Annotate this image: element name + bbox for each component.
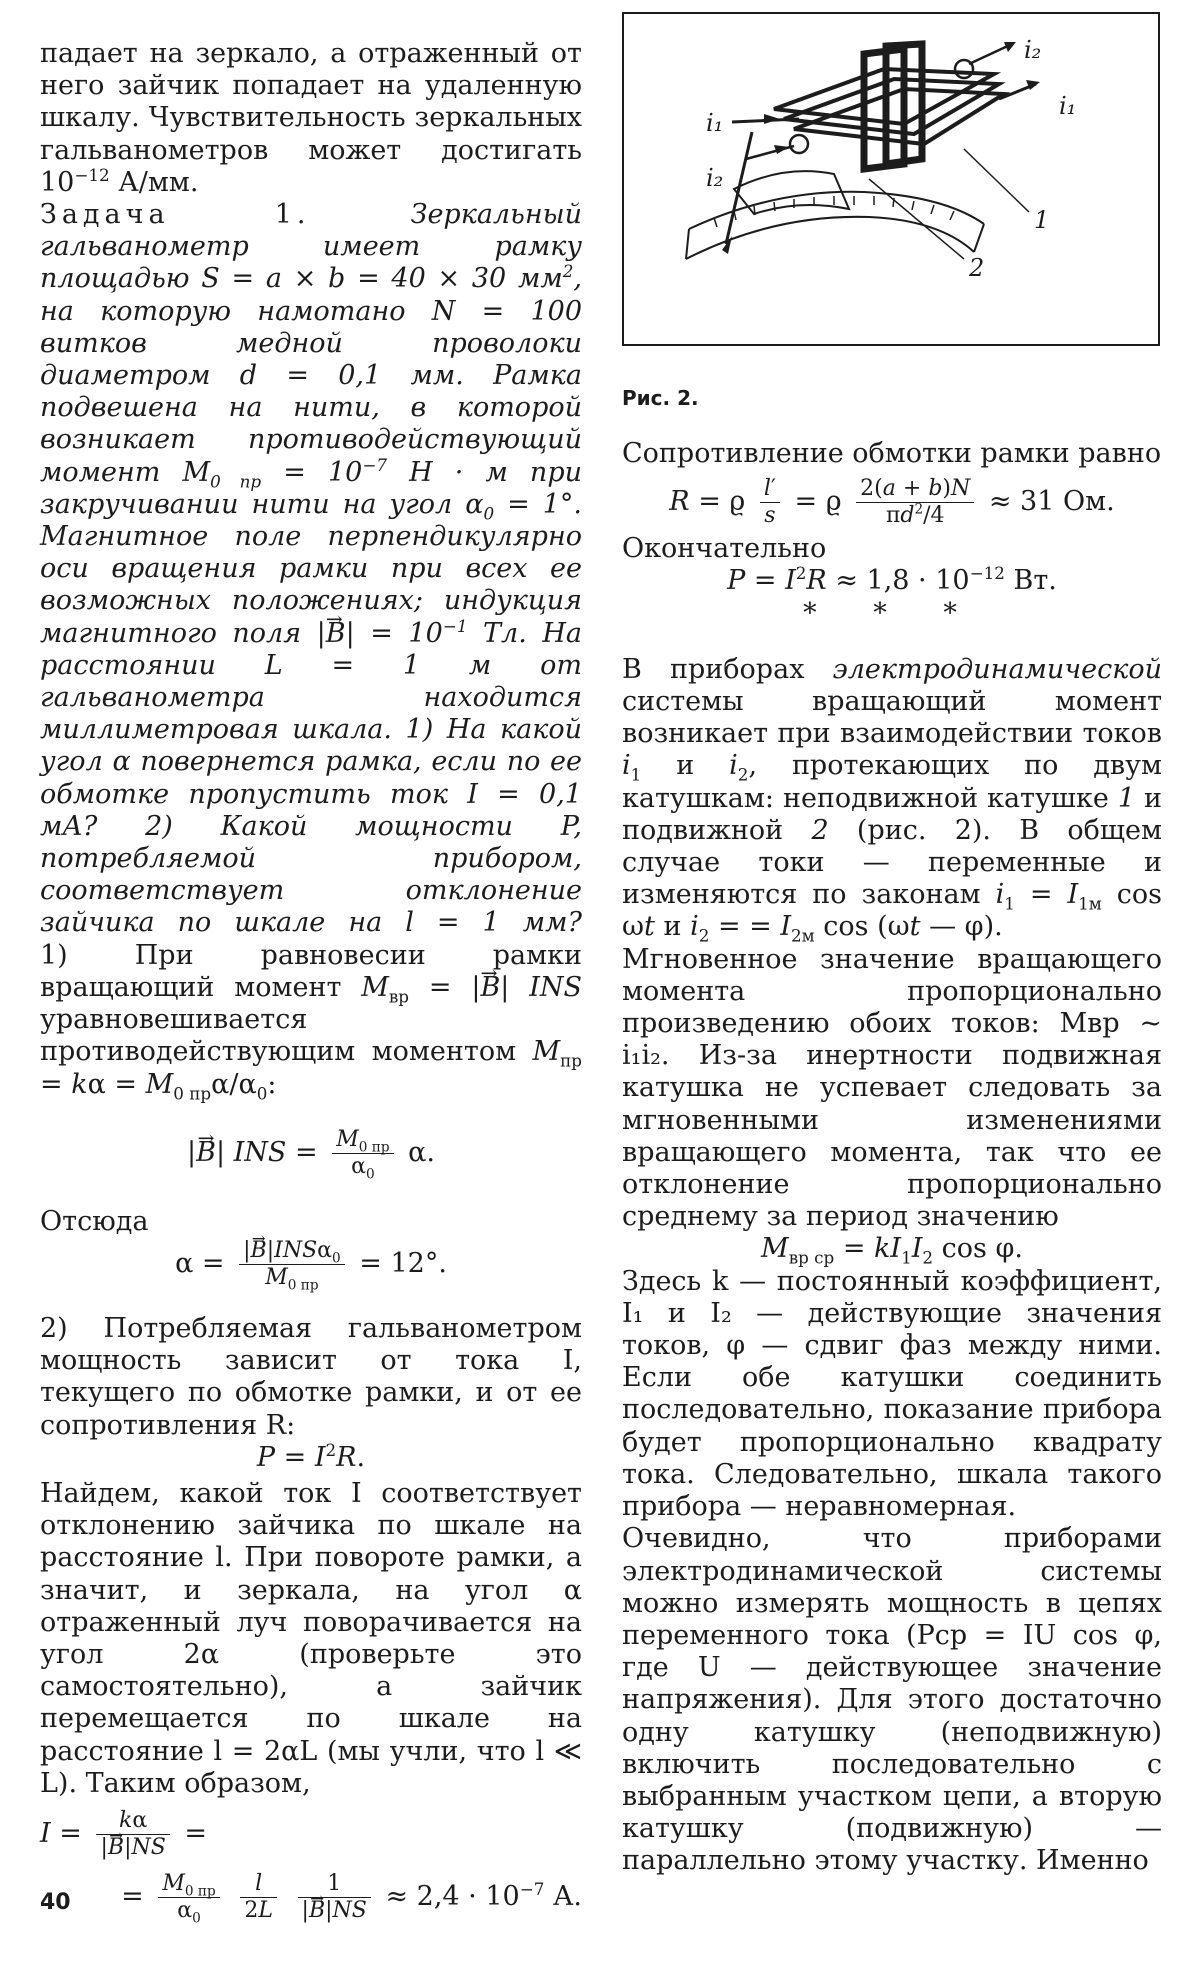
- solution-part3: Найдем, какой ток I соответствует отклонению зайчика по шкале на расстояние l. При повороте рамки, а значит, и зеркала, на угол α отраженный луч поворачивается на угол 2α (проверьте это самостоятельно), а зайчик перемещается по шкале на расстояние l = 2αL (мы учли, что l ≪ L). Таким образом,: [40, 1477, 582, 1799]
- equation-resistance: R = ϱ $\frac{l'}{s}$ = ϱ $\frac{2(a + b)N}{\pi d^2/4}$ ≈ 31 Ом.: [669, 476, 1115, 529]
- equation-power-result: $P = I^2R \approx 1,8 \cdot 10^{-12}$ Вт.: [727, 563, 1057, 597]
- equation-power: $P = I^2R$.: [256, 1439, 366, 1473]
- equation-current-a: I = $\frac{k\alpha}{|\to B|NS}$ =: [40, 1808, 582, 1861]
- label-i2-left: i₂: [706, 164, 724, 192]
- finally-label: Окончательно: [622, 533, 827, 565]
- equation-angle: α = |→ B|INSα$_0$ $M_{0 пр}$ = 12°.: [40, 1238, 582, 1291]
- equation-mean-torque: $M_{вр ср} = kI_1I_2$ cos φ.: [761, 1233, 1023, 1268]
- electrodynamic-paragraph-2: Мгновенное значение вращающего момента пропорционально произведению обоих токов: Mвр ~ i₁i₂. Из-за инертности подвижная катушка не успевает следовать за мгновенными изменениями вращающего момента, так что ее отклонение пропорционально среднему за период значению: [622, 943, 1162, 1233]
- left-column: [40, 38, 583, 1927]
- solution-part2: 2) Потребляемая гальванометром мощность зависит от тока I, текущего по обмотке рамки, и от ее сопротивления R:: [40, 1312, 582, 1441]
- electrodynamic-paragraph-3: Здесь k — постоянный коэффициент, I₁ и I₂ — действующие значения токов, φ — сдвиг фаз между ними. Если обе катушки соединить последовательно, показание прибора будет пропорционально квадрату тока. Следовательно, шкала такого прибора — неравномерная.: [622, 1265, 1162, 1523]
- label-coil-2: 2: [969, 254, 985, 282]
- equation-torque-balance: |→ B| INS = $M_{0 пр}$ $\alpha_0$ α.: [40, 1127, 582, 1180]
- task-label: Задача 1.: [40, 199, 311, 231]
- figure-caption: Рис. 2.: [622, 386, 699, 410]
- hence-label: Отсюда: [40, 1205, 149, 1237]
- right-column: [622, 0, 1162, 1878]
- label-i1-left: i₁: [706, 109, 724, 137]
- task-paragraph: Задача 1. Зеркальный гальванометр имеет рамку площадью S = a × b = 40 × 30 $мм^2$, на которую намотано N = 100 витков медной проволоки диаметром d = 0,1 мм. Рамка подвешена на нити, в которой возникает противодействующий момент $M_{0 пр} = 10^{-7}$ Н · м при закручивании нити на угол $\alpha_0 = 1^\circ$. Магнитное поле перпендикулярно оси вращения рамки при всех ее возможных положениях; индукция магнитного поля |→ $B| = 10^{-1}$ Тл. На расстоянии L = 1 м от гальванометра находится миллиметровая шкала. 1) На какой угол α повернется рамка, если по ее обмотке пропустить ток I = 0,1 мА? 2) Какой мощности P, потребляемой прибором, соответствует отклонение зайчика по шкале на l = 1 мм?: [40, 199, 582, 940]
- section-separator: * * *: [803, 597, 981, 629]
- page-number: 40: [40, 1890, 71, 1915]
- label-i1-right: i₁: [1059, 92, 1077, 120]
- electrodynamic-paragraph-4: Очевидно, что приборами электродинамической системы можно измерять мощность в цепях переменного тока (Pср = IU cos φ, где U — действующее значение напряжения). Для этого достаточно одну катушку (неподвижную) включить последовательно с выбранным участком цепи, а вторую катушку (подвижную) — параллельно этому участку. Именно: [622, 1523, 1162, 1877]
- label-i2-top: i₂: [1024, 36, 1042, 64]
- solution-part1: 1) При равновесии рамки вращающий момент $M_{вр}$ = |→ B| INS уравновешивается противодействующим моментом $M_{пр} = k\alpha = M_{0 пр}\alpha/\alpha_0$:: [40, 940, 582, 1101]
- resistance-intro: Сопротивление обмотки рамки равно: [622, 438, 1162, 469]
- equation-current-b: = $M_{0 пр}$ $\alpha_0$ $\frac{l}{2L}$ $\frac{1}{|\to B|NS}$ ≈ $2,4 \cdot 10^{-7}$ А.: [40, 1871, 582, 1924]
- electrodynamic-paragraph-1: В приборах электродинамической системы вращающий момент возникает при взаимодействии токов $i_1$ и $i_2$, протекающих по двум катушкам: неподвижной катушке 1 и подвижной 2 (рис. 2). В общем случае токи — переменные и изменяются по законам $i_1 = I_{1м}$ cos ωt и $i_2$ = = $I_{2м}$ cos (ωt — φ).: [622, 653, 1162, 946]
- intro-paragraph: падает на зеркало, а отраженный от него зайчик попадает на удаленную шкалу. Чувствительность зеркальных гальванометров может достигать $10^{-12}$ А/мм.: [40, 38, 582, 198]
- label-coil-1: 1: [1034, 206, 1050, 234]
